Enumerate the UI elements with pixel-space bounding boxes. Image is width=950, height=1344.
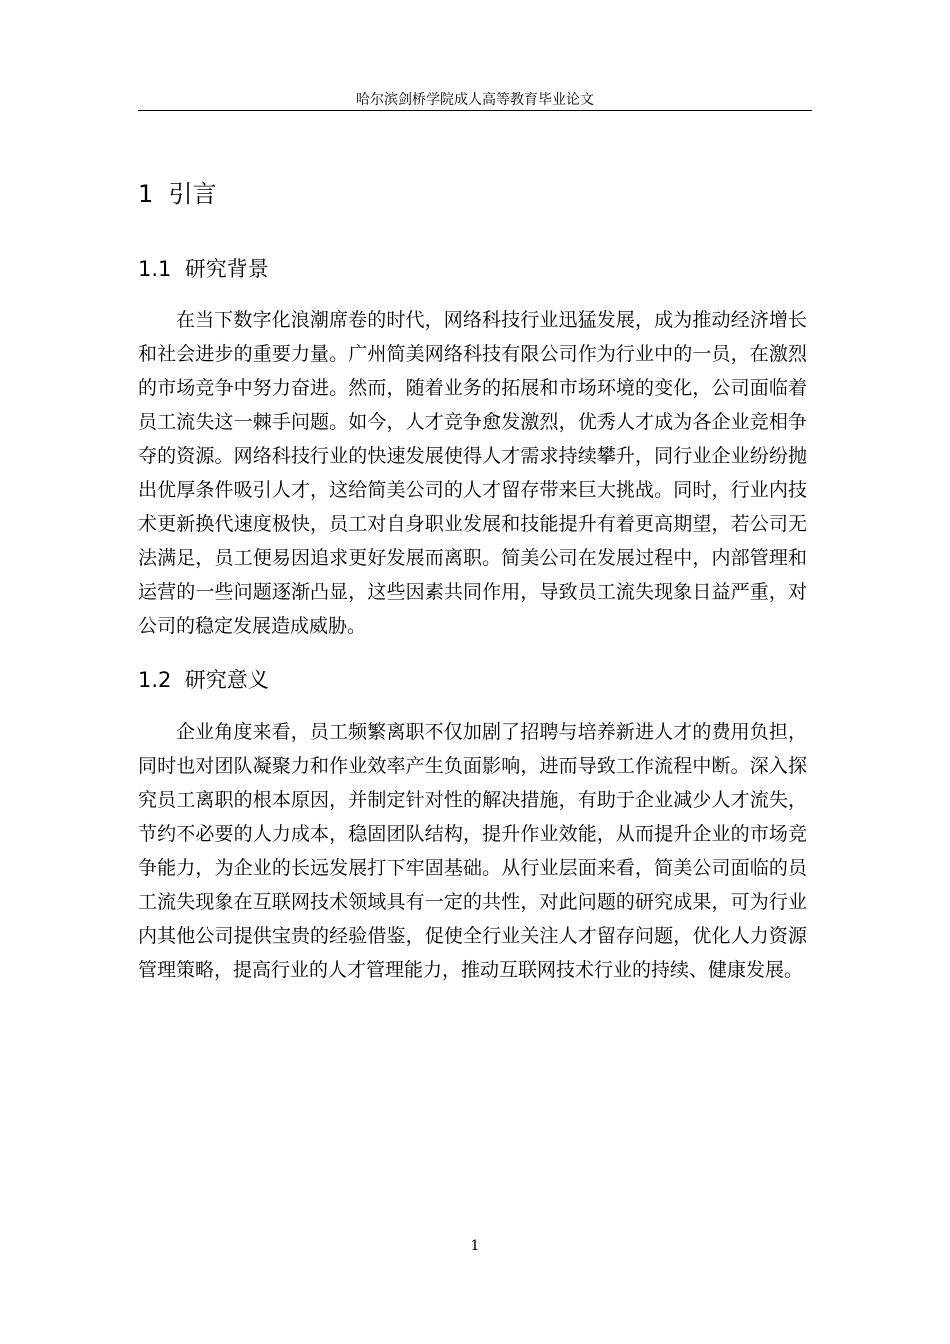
text-line: 在当下数字化浪潮席卷的时代，网络科技行业迅猛发展，成为推动经济增长 <box>176 309 807 331</box>
section-number: 1.1 <box>138 257 172 281</box>
text-line: 争能力，为企业的长远发展打下牢固基础。从行业层面来看，简美公司面临的员 <box>138 857 807 879</box>
text-line: 和社会进步的重要力量。广州简美网络科技有限公司作为行业中的一员，在激烈 <box>138 343 807 365</box>
chapter-title: 引言 <box>168 180 217 208</box>
text-line: 公司的稳定发展造成威胁。 <box>138 615 367 637</box>
header-divider <box>138 110 812 111</box>
text-line: 工流失现象在互联网技术领域具有一定的共性，对此问题的研究成果，可为行业 <box>138 891 807 913</box>
text-line: 夺的资源。网络科技行业的快速发展使得人才需求持续攀升，同行业企业纷纷抛 <box>138 445 807 467</box>
paragraph-background <box>138 303 807 643</box>
text-line: 究员工离职的根本原因，并制定针对性的解决措施，有助于企业减少人才流失， <box>138 789 807 811</box>
paragraph-significance <box>138 715 807 987</box>
section-title: 研究意义 <box>184 668 269 692</box>
section-heading-1-1 <box>138 253 269 283</box>
text-line: 节约不必要的人力成本，稳固团队结构，提升作业效能，从而提升企业的市场竞 <box>138 823 807 845</box>
text-line: 法满足，员工便易因追求更好发展而离职。简美公司在发展过程中，内部管理和 <box>138 547 807 569</box>
section-number: 1.2 <box>138 668 172 692</box>
text-line: 员工流失这一棘手问题。如今，人才竞争愈发激烈，优秀人才成为各企业竞相争 <box>138 411 807 433</box>
text-line: 内其他公司提供宝贵的经验借鉴，促使全行业关注人才留存问题，优化人力资源 <box>138 925 807 947</box>
text-line: 术更新换代速度极快，员工对自身职业发展和技能提升有着更高期望，若公司无 <box>138 513 807 535</box>
text-line: 管理策略，提高行业的人才管理能力，推动互联网技术行业的持续、健康发展。 <box>138 959 804 981</box>
section-title: 研究背景 <box>184 257 269 281</box>
page-header: 哈尔滨剑桥学院成人高等教育毕业论文 <box>356 92 594 108</box>
chapter-number: 1 <box>138 180 154 208</box>
text-line: 运营的一些问题逐渐凸显，这些因素共同作用，导致员工流失现象日益严重，对 <box>138 581 807 603</box>
text-line: 企业角度来看，员工频繁离职不仅加剧了招聘与培养新进人才的费用负担， <box>176 721 807 743</box>
text-line: 同时也对团队凝聚力和作业效率产生负面影响，进而导致工作流程中断。深入探 <box>138 755 807 777</box>
section-heading-1-2 <box>138 664 269 694</box>
chapter-heading <box>138 174 217 209</box>
text-line: 出优厚条件吸引人才，这给简美公司的人才留存带来巨大挑战。同时，行业内技 <box>138 479 807 501</box>
text-line: 的市场竞争中努力奋进。然而，随着业务的拓展和市场环境的变化，公司面临着 <box>138 377 807 399</box>
page-number: 1 <box>470 1238 480 1254</box>
